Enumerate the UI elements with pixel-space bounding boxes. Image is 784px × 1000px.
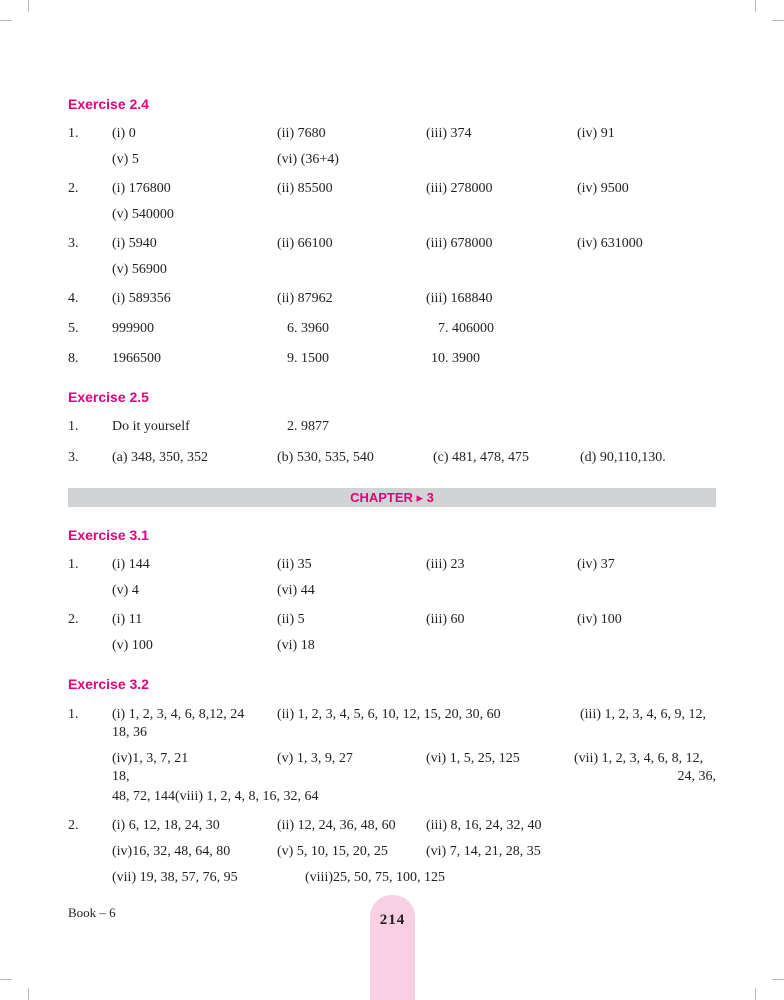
question-number: 1. bbox=[68, 419, 79, 434]
answer-row bbox=[0, 150, 784, 170]
answer: (iv) 37 bbox=[577, 557, 615, 572]
answer-row bbox=[0, 749, 784, 769]
answer: (iv)16, 32, 48, 64, 80 bbox=[112, 844, 231, 859]
answer: 1966500 bbox=[112, 351, 161, 366]
answer: 18, bbox=[112, 769, 130, 784]
answer: (ii) 87962 bbox=[277, 291, 333, 306]
exercise-heading: Exercise 3.2 bbox=[68, 676, 149, 692]
answer-row bbox=[0, 555, 784, 575]
question-number: 1. bbox=[68, 707, 79, 722]
answer: (a) 348, 350, 352 bbox=[112, 450, 209, 465]
answer-row bbox=[0, 636, 784, 656]
answer: (iii) 8, 16, 24, 32, 40 bbox=[426, 818, 542, 833]
crop-mark bbox=[755, 0, 756, 12]
answer-row bbox=[0, 610, 784, 630]
exercise-heading: Exercise 2.5 bbox=[68, 389, 149, 405]
crop-mark bbox=[772, 979, 784, 980]
answer: (i) 589356 bbox=[112, 291, 171, 306]
answer: 2. 9877 bbox=[287, 419, 329, 434]
answer: (iv)1, 3, 7, 21 bbox=[112, 751, 189, 766]
answer-row bbox=[0, 205, 784, 225]
answer: 7. 406000 bbox=[438, 321, 494, 336]
answer: (vi) 18 bbox=[277, 638, 315, 653]
answer-row bbox=[0, 319, 784, 339]
question-number: 2. bbox=[68, 818, 79, 833]
answer: (iv) 9500 bbox=[577, 181, 629, 196]
answer: (iii) 374 bbox=[426, 126, 472, 141]
answer: (i) 6, 12, 18, 24, 30 bbox=[112, 818, 220, 833]
answer: 9. 1500 bbox=[287, 351, 329, 366]
answer: 24, 36, bbox=[677, 769, 716, 784]
answer: (vi) 7, 14, 21, 28, 35 bbox=[426, 844, 541, 859]
answer-row bbox=[0, 723, 784, 743]
question-number: 2. bbox=[68, 181, 79, 196]
answer: (i) 5940 bbox=[112, 236, 157, 251]
answer: (ii) 35 bbox=[277, 557, 312, 572]
answer: (vi) 1, 5, 25, 125 bbox=[426, 751, 520, 766]
answer-row bbox=[0, 234, 784, 254]
book-label: Book – 6 bbox=[68, 905, 116, 920]
answer-row bbox=[0, 581, 784, 601]
answer: (v) 1, 3, 9, 27 bbox=[277, 751, 353, 766]
answer-row bbox=[0, 705, 784, 725]
answer-row bbox=[0, 767, 784, 787]
answer: (v) 100 bbox=[112, 638, 153, 653]
crop-mark bbox=[0, 979, 12, 980]
answer: (i) 0 bbox=[112, 126, 136, 141]
answer: (iii) 168840 bbox=[426, 291, 493, 306]
answer: (v) 540000 bbox=[112, 207, 174, 222]
page-number: 214 bbox=[379, 912, 406, 928]
answer: 18, 36 bbox=[112, 725, 147, 740]
answer: (i) 144 bbox=[112, 557, 150, 572]
chapter-banner: CHAPTER ▸ 3 bbox=[68, 488, 716, 507]
question-number: 4. bbox=[68, 291, 79, 306]
answer: (viii)25, 50, 75, 100, 125 bbox=[305, 870, 445, 885]
answer: 999900 bbox=[112, 321, 154, 336]
answer: (d) 90,110,130. bbox=[580, 450, 666, 465]
answer: (v) 56900 bbox=[112, 262, 167, 277]
crop-mark bbox=[772, 20, 784, 21]
question-number: 5. bbox=[68, 321, 79, 336]
answer: (ii) 5 bbox=[277, 612, 305, 627]
question-number: 3. bbox=[68, 450, 79, 465]
answer: Do it yourself bbox=[112, 419, 190, 434]
answer: (c) 481, 478, 475 bbox=[433, 450, 530, 465]
answer-row bbox=[0, 260, 784, 280]
crop-mark bbox=[28, 988, 29, 1000]
answer: (v) 5 bbox=[112, 152, 139, 167]
answer: (vi) (36+4) bbox=[277, 152, 339, 167]
answer: 6. 3960 bbox=[287, 321, 329, 336]
answer: (i) 1, 2, 3, 4, 6, 8,12, 24 bbox=[112, 707, 245, 722]
answer: (iv) 100 bbox=[577, 612, 622, 627]
exercise-heading: Exercise 2.4 bbox=[68, 96, 149, 112]
answer: (vi) 44 bbox=[277, 583, 315, 598]
answer: (b) 530, 535, 540 bbox=[277, 450, 374, 465]
answer: (ii) 1, 2, 3, 4, 5, 6, 10, 12, 15, 20, 30, 60 bbox=[277, 707, 501, 722]
answer: (vii) 19, 38, 57, 76, 95 bbox=[112, 870, 238, 885]
answer-row bbox=[0, 349, 784, 369]
exercise-heading: Exercise 3.1 bbox=[68, 527, 149, 543]
crop-mark bbox=[755, 988, 756, 1000]
question-number: 8. bbox=[68, 351, 79, 366]
answer: (i) 176800 bbox=[112, 181, 171, 196]
answer: (ii) 7680 bbox=[277, 126, 326, 141]
answer: 48, 72, 144(viii) 1, 2, 4, 8, 16, 32, 64 bbox=[112, 789, 319, 804]
answer: 10. 3900 bbox=[431, 351, 480, 366]
answer-row bbox=[0, 124, 784, 144]
question-number: 1. bbox=[68, 126, 79, 141]
answer: (i) 11 bbox=[112, 612, 143, 627]
answer: (iii) 1, 2, 3, 4, 6, 9, 12, bbox=[580, 707, 706, 722]
answer: (v) 4 bbox=[112, 583, 139, 598]
answer: (ii) 12, 24, 36, 48, 60 bbox=[277, 818, 396, 833]
answer-row bbox=[0, 417, 784, 437]
answer-row bbox=[0, 289, 784, 309]
answer-row bbox=[0, 816, 784, 836]
answer-row bbox=[0, 842, 784, 862]
answer: (ii) 66100 bbox=[277, 236, 333, 251]
answer: (vii) 1, 2, 3, 4, 6, 8, 12, bbox=[574, 751, 704, 766]
answer: (iii) 278000 bbox=[426, 181, 493, 196]
crop-mark bbox=[28, 0, 29, 12]
answer-row bbox=[0, 787, 784, 807]
crop-mark bbox=[0, 20, 12, 21]
question-number: 1. bbox=[68, 557, 79, 572]
answer: (iv) 631000 bbox=[577, 236, 643, 251]
answer: (ii) 85500 bbox=[277, 181, 333, 196]
page-number-tab bbox=[370, 895, 415, 1000]
answer-row bbox=[0, 868, 784, 888]
answer: (iii) 60 bbox=[426, 612, 465, 627]
answer-row bbox=[0, 179, 784, 199]
question-number: 2. bbox=[68, 612, 79, 627]
answer: (iii) 23 bbox=[426, 557, 465, 572]
answer: (iii) 678000 bbox=[426, 236, 493, 251]
answer: (v) 5, 10, 15, 20, 25 bbox=[277, 844, 388, 859]
answer: (iv) 91 bbox=[577, 126, 615, 141]
answer-row bbox=[0, 448, 784, 468]
question-number: 3. bbox=[68, 236, 79, 251]
